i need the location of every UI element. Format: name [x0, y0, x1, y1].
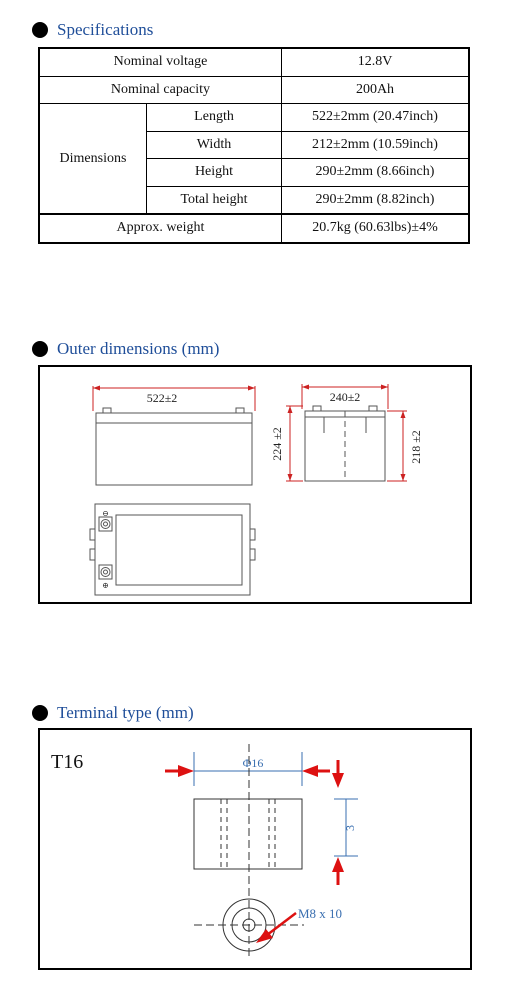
terminal-type-title: Terminal type (mm) — [57, 703, 194, 722]
battery-side-view — [305, 406, 385, 481]
bullet-icon — [32, 705, 48, 721]
terminal-type-heading — [32, 702, 194, 724]
width-value: 212±2mm (10.59inch) — [282, 131, 470, 159]
length-value: 522±2mm (20.47inch) — [282, 104, 470, 132]
bullet-icon — [32, 22, 48, 38]
height-label: Height — [147, 159, 282, 187]
total-height-value: 290±2mm (8.82inch) — [282, 186, 470, 214]
capacity-label: Nominal capacity — [39, 76, 282, 104]
length-dimension-label: 522±2 — [146, 391, 178, 405]
voltage-value: 12.8V — [282, 48, 470, 76]
terminal-body — [194, 799, 302, 869]
voltage-label: Nominal voltage — [39, 48, 282, 76]
terminal-height-dimension — [332, 760, 358, 885]
height2-dimension-label: 218 ±2 — [409, 430, 423, 464]
outer-dimensions-svg — [40, 367, 470, 602]
specifications-table — [38, 47, 470, 244]
thread-label: M8 x 10 — [298, 906, 343, 921]
total-height-label: Total height — [147, 186, 282, 214]
weight-label: Approx. weight — [39, 214, 282, 243]
width-dimension — [302, 384, 388, 409]
terminal-height-label: 3 — [343, 825, 357, 831]
battery-top-view — [90, 504, 255, 595]
table-row — [39, 214, 469, 243]
negative-terminal-icon: ⊖ — [102, 509, 109, 518]
dimensions-label: Dimensions — [39, 104, 147, 215]
capacity-value: 200Ah — [282, 76, 470, 104]
width-dimension-label: 240±2 — [329, 390, 361, 404]
table-row — [39, 76, 469, 104]
length-label: Length — [147, 104, 282, 132]
positive-terminal-icon: ⊕ — [102, 581, 109, 590]
length-dimension — [93, 386, 255, 412]
height-dimension — [270, 406, 303, 481]
table-row — [39, 48, 469, 76]
terminal-type-label: T16 — [51, 751, 84, 773]
terminal-drawing — [38, 728, 472, 970]
outer-dimensions-title: Outer dimensions (mm) — [57, 339, 220, 358]
table-row — [39, 104, 469, 132]
weight-value: 20.7kg (60.63lbs)±4% — [282, 214, 470, 243]
bullet-icon — [32, 341, 48, 357]
diameter-label: Φ16 — [242, 756, 264, 770]
outer-dimensions-heading — [32, 338, 219, 360]
terminal-svg — [40, 730, 470, 968]
diameter-dimension — [165, 752, 330, 786]
specifications-heading — [32, 19, 153, 41]
height-value: 290±2mm (8.66inch) — [282, 159, 470, 187]
height2-dimension — [387, 411, 423, 481]
specifications-title: Specifications — [57, 20, 154, 39]
battery-front-view — [96, 408, 252, 485]
height-dimension-label: 224 ±2 — [270, 427, 284, 461]
width-label: Width — [147, 131, 282, 159]
outer-dimensions-drawing — [38, 365, 472, 604]
